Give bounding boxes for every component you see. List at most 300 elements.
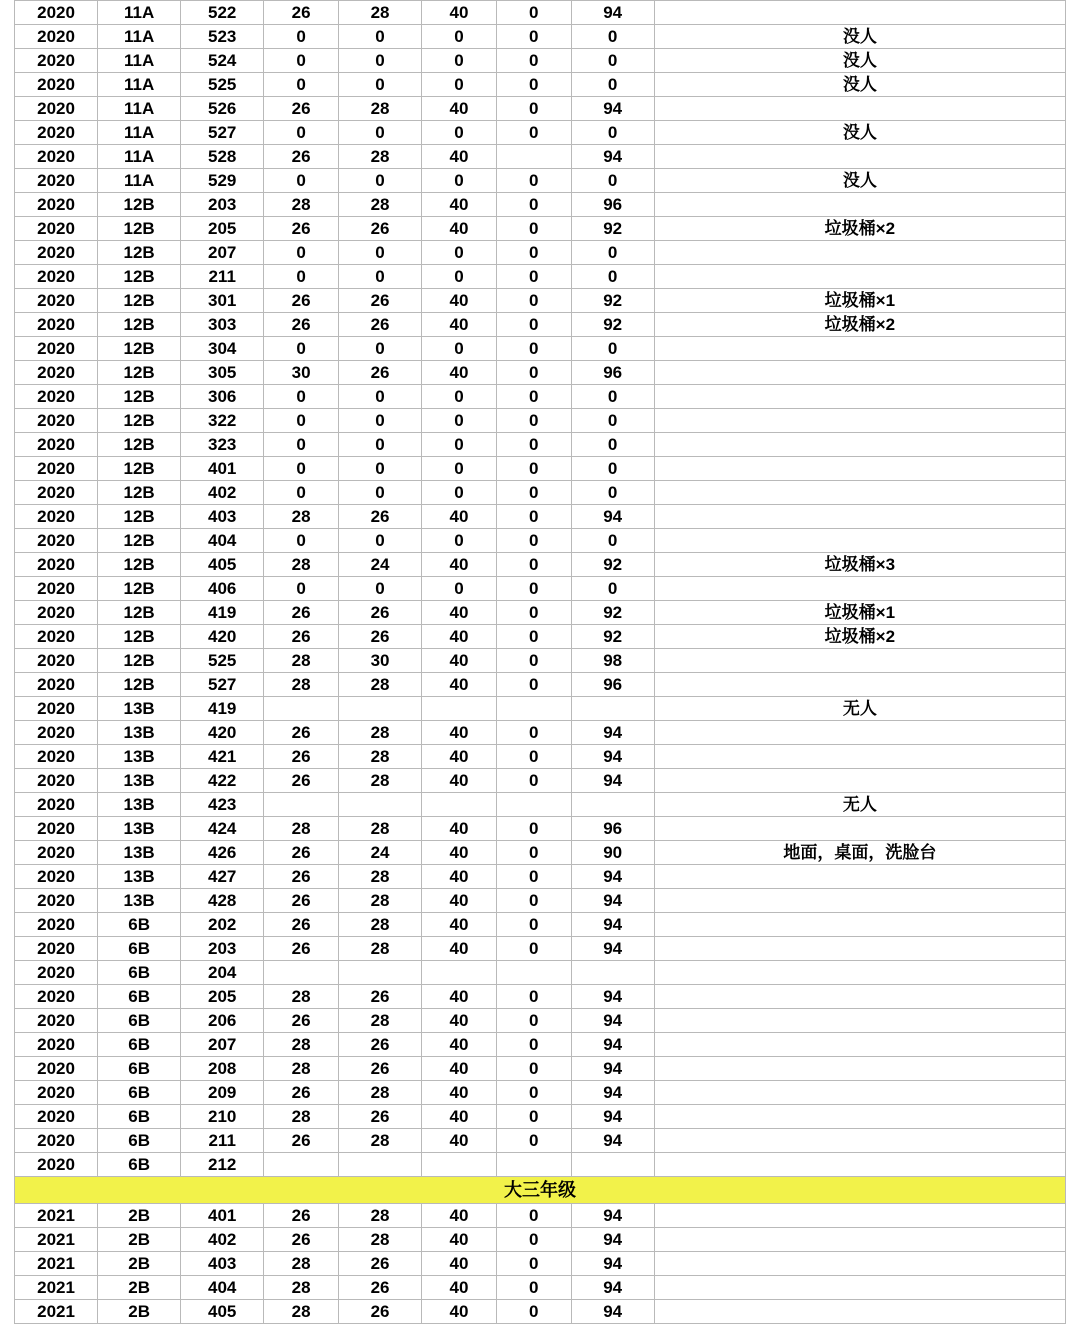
cell-score-4: 0 [496,385,571,409]
cell-building: 6B [98,1129,181,1153]
cell-score-2: 30 [339,649,422,673]
cell-score-1 [264,1153,339,1177]
cell-room: 211 [181,1129,264,1153]
cell-total: 94 [571,145,654,169]
table-row [15,1105,1066,1129]
cell-room: 428 [181,889,264,913]
cell-room: 529 [181,169,264,193]
cell-score-4: 0 [496,433,571,457]
cell-room: 405 [181,1300,264,1324]
cell-building: 12B [98,361,181,385]
cell-note [654,1204,1065,1228]
cell-year: 2020 [15,385,98,409]
cell-score-1: 0 [264,577,339,601]
table-row [15,289,1066,313]
cell-score-2: 28 [339,721,422,745]
table-row [15,697,1066,721]
cell-year: 2020 [15,841,98,865]
cell-note: 垃圾桶×2 [654,217,1065,241]
cell-score-2 [339,697,422,721]
cell-score-4: 0 [496,193,571,217]
cell-note [654,385,1065,409]
table-row [15,1153,1066,1177]
cell-score-3: 40 [422,937,497,961]
cell-building: 12B [98,409,181,433]
cell-score-4 [496,1153,571,1177]
cell-score-4 [496,961,571,985]
cell-score-2 [339,1153,422,1177]
cell-total: 94 [571,1204,654,1228]
cell-total [571,793,654,817]
cell-room: 210 [181,1105,264,1129]
cell-year: 2020 [15,721,98,745]
cell-score-4 [496,697,571,721]
cell-score-4: 0 [496,1228,571,1252]
cell-note [654,913,1065,937]
cell-score-4: 0 [496,889,571,913]
cell-score-2: 26 [339,289,422,313]
cell-score-1: 26 [264,313,339,337]
table-row [15,1228,1066,1252]
cell-score-4: 0 [496,457,571,481]
cell-score-1 [264,961,339,985]
cell-total: 94 [571,1276,654,1300]
cell-score-3: 40 [422,817,497,841]
cell-total: 92 [571,313,654,337]
cell-room: 207 [181,241,264,265]
cell-score-3: 40 [422,1300,497,1324]
cell-building: 11A [98,145,181,169]
cell-year: 2020 [15,409,98,433]
table-row [15,49,1066,73]
cell-score-3: 40 [422,505,497,529]
cell-room: 527 [181,673,264,697]
cell-year: 2020 [15,985,98,1009]
cell-score-3: 40 [422,841,497,865]
cell-building: 12B [98,481,181,505]
cell-score-2: 0 [339,385,422,409]
cell-building: 6B [98,913,181,937]
cell-score-1: 0 [264,25,339,49]
cell-score-3: 0 [422,409,497,433]
cell-total: 92 [571,289,654,313]
cell-total: 92 [571,217,654,241]
cell-total: 94 [571,1129,654,1153]
cell-score-3: 0 [422,169,497,193]
cell-score-2: 0 [339,481,422,505]
cell-building: 13B [98,721,181,745]
cell-room: 205 [181,985,264,1009]
cell-year: 2020 [15,337,98,361]
cell-room: 322 [181,409,264,433]
cell-score-4: 0 [496,721,571,745]
cell-score-4: 0 [496,169,571,193]
cell-note [654,1033,1065,1057]
cell-total: 0 [571,409,654,433]
cell-room: 404 [181,1276,264,1300]
cell-total [571,1153,654,1177]
cell-score-2: 0 [339,433,422,457]
cell-score-3: 40 [422,721,497,745]
cell-room: 209 [181,1081,264,1105]
cell-year: 2020 [15,289,98,313]
cell-score-3: 40 [422,1204,497,1228]
cell-score-1: 28 [264,1105,339,1129]
cell-room: 419 [181,601,264,625]
cell-note [654,457,1065,481]
cell-score-2: 26 [339,1252,422,1276]
cell-building: 6B [98,937,181,961]
cell-year: 2020 [15,1105,98,1129]
cell-score-1: 26 [264,865,339,889]
cell-score-1: 26 [264,217,339,241]
cell-score-2: 24 [339,841,422,865]
cell-total: 0 [571,265,654,289]
cell-score-3 [422,961,497,985]
table-row [15,601,1066,625]
cell-note: 无人 [654,793,1065,817]
cell-score-4: 0 [496,25,571,49]
cell-building: 6B [98,1033,181,1057]
cell-room: 427 [181,865,264,889]
cell-total: 94 [571,1228,654,1252]
table-row [15,313,1066,337]
cell-score-1: 26 [264,145,339,169]
cell-total: 94 [571,505,654,529]
table-row [15,1300,1066,1324]
cell-total: 94 [571,721,654,745]
cell-score-2: 24 [339,553,422,577]
table-row [15,1129,1066,1153]
cell-year: 2020 [15,505,98,529]
cell-score-4: 0 [496,1300,571,1324]
cell-score-2: 28 [339,913,422,937]
cell-building: 12B [98,505,181,529]
dormitory-inspection-table [14,0,1066,1324]
cell-room: 423 [181,793,264,817]
cell-building: 2B [98,1252,181,1276]
cell-room: 420 [181,721,264,745]
cell-score-4: 0 [496,1105,571,1129]
cell-score-1: 28 [264,193,339,217]
table-row [15,361,1066,385]
table-row [15,649,1066,673]
cell-score-1: 0 [264,337,339,361]
cell-room: 422 [181,769,264,793]
cell-room: 203 [181,193,264,217]
cell-score-2: 26 [339,625,422,649]
cell-building: 12B [98,433,181,457]
cell-room: 405 [181,553,264,577]
cell-score-1: 26 [264,1204,339,1228]
cell-score-3: 40 [422,889,497,913]
cell-score-1: 0 [264,73,339,97]
cell-score-4: 0 [496,1252,571,1276]
cell-building: 13B [98,865,181,889]
table-row [15,121,1066,145]
cell-score-4: 0 [496,913,571,937]
cell-score-2: 28 [339,1009,422,1033]
cell-year: 2020 [15,217,98,241]
cell-score-1: 26 [264,289,339,313]
cell-score-3: 0 [422,385,497,409]
cell-score-1: 26 [264,745,339,769]
cell-note: 没人 [654,73,1065,97]
cell-score-4: 0 [496,553,571,577]
cell-total: 0 [571,121,654,145]
cell-score-2: 0 [339,265,422,289]
cell-room: 206 [181,1009,264,1033]
cell-score-2: 26 [339,601,422,625]
cell-year: 2020 [15,1033,98,1057]
cell-note [654,889,1065,913]
cell-score-2: 0 [339,169,422,193]
cell-year: 2020 [15,313,98,337]
cell-building: 6B [98,1105,181,1129]
cell-building: 12B [98,625,181,649]
cell-score-2: 0 [339,121,422,145]
cell-building: 13B [98,889,181,913]
cell-score-2: 28 [339,145,422,169]
cell-year: 2020 [15,793,98,817]
cell-score-1: 0 [264,409,339,433]
cell-note [654,1057,1065,1081]
table-row [15,1081,1066,1105]
cell-score-3: 40 [422,1,497,25]
table-row [15,337,1066,361]
cell-score-3: 40 [422,1033,497,1057]
cell-note [654,721,1065,745]
cell-note [654,361,1065,385]
cell-building: 12B [98,457,181,481]
cell-score-4: 0 [496,337,571,361]
cell-score-1: 30 [264,361,339,385]
cell-score-4: 0 [496,649,571,673]
cell-score-3: 40 [422,913,497,937]
cell-note: 没人 [654,49,1065,73]
cell-score-2: 28 [339,817,422,841]
cell-score-3: 40 [422,649,497,673]
table-row [15,817,1066,841]
cell-note [654,409,1065,433]
cell-building: 11A [98,121,181,145]
cell-room: 524 [181,49,264,73]
cell-building: 11A [98,49,181,73]
cell-total: 0 [571,49,654,73]
table-row [15,433,1066,457]
cell-note [654,769,1065,793]
cell-score-2: 28 [339,1129,422,1153]
cell-total: 98 [571,649,654,673]
cell-score-4: 0 [496,745,571,769]
cell-total: 0 [571,457,654,481]
cell-building: 12B [98,385,181,409]
cell-score-1: 0 [264,49,339,73]
cell-score-1: 26 [264,1,339,25]
cell-year: 2020 [15,49,98,73]
cell-room: 424 [181,817,264,841]
cell-score-4: 0 [496,673,571,697]
cell-building: 2B [98,1276,181,1300]
cell-score-3: 40 [422,1009,497,1033]
table-body [15,1,1066,1324]
cell-score-4: 0 [496,817,571,841]
cell-room: 421 [181,745,264,769]
cell-score-2: 26 [339,217,422,241]
cell-score-4: 0 [496,1057,571,1081]
cell-building: 2B [98,1204,181,1228]
cell-score-3: 40 [422,97,497,121]
cell-total: 96 [571,673,654,697]
cell-score-2: 26 [339,985,422,1009]
cell-room: 403 [181,505,264,529]
cell-score-2: 26 [339,1057,422,1081]
cell-year: 2021 [15,1300,98,1324]
cell-room: 211 [181,265,264,289]
cell-total: 96 [571,193,654,217]
cell-score-1: 28 [264,649,339,673]
cell-score-1: 0 [264,529,339,553]
cell-room: 406 [181,577,264,601]
cell-total: 0 [571,73,654,97]
cell-total: 0 [571,241,654,265]
table-row [15,505,1066,529]
cell-score-2: 0 [339,49,422,73]
cell-room: 523 [181,25,264,49]
cell-room: 304 [181,337,264,361]
cell-building: 6B [98,1057,181,1081]
cell-building: 12B [98,529,181,553]
table-row [15,97,1066,121]
cell-year: 2020 [15,529,98,553]
cell-total: 94 [571,97,654,121]
table-row [15,1204,1066,1228]
cell-building: 6B [98,961,181,985]
cell-score-1: 0 [264,457,339,481]
cell-score-2: 28 [339,937,422,961]
cell-year: 2020 [15,937,98,961]
cell-year: 2020 [15,865,98,889]
cell-score-4: 0 [496,985,571,1009]
cell-score-1: 26 [264,889,339,913]
cell-score-1: 26 [264,1228,339,1252]
table-row [15,769,1066,793]
table-row [15,73,1066,97]
table-row [15,1009,1066,1033]
cell-score-1 [264,697,339,721]
cell-building: 2B [98,1228,181,1252]
cell-total: 0 [571,25,654,49]
cell-score-4: 0 [496,865,571,889]
cell-year: 2020 [15,961,98,985]
cell-note [654,193,1065,217]
cell-room: 403 [181,1252,264,1276]
cell-total: 94 [571,1300,654,1324]
cell-score-2: 28 [339,193,422,217]
cell-building: 13B [98,841,181,865]
cell-score-3: 40 [422,145,497,169]
cell-note [654,1081,1065,1105]
cell-building: 12B [98,337,181,361]
cell-note [654,1228,1065,1252]
cell-room: 323 [181,433,264,457]
cell-score-3: 0 [422,121,497,145]
table-row [15,169,1066,193]
cell-total: 94 [571,1033,654,1057]
cell-room: 528 [181,145,264,169]
cell-score-3: 40 [422,193,497,217]
cell-total: 94 [571,913,654,937]
cell-total: 94 [571,745,654,769]
cell-score-2: 26 [339,313,422,337]
cell-total: 94 [571,889,654,913]
cell-building: 13B [98,769,181,793]
cell-note [654,1009,1065,1033]
cell-room: 202 [181,913,264,937]
table-row [15,457,1066,481]
table-row [15,625,1066,649]
cell-total: 0 [571,169,654,193]
cell-score-3: 40 [422,1105,497,1129]
cell-building: 6B [98,1081,181,1105]
table-row [15,241,1066,265]
cell-note: 垃圾桶×2 [654,625,1065,649]
cell-note [654,985,1065,1009]
table-row [15,721,1066,745]
cell-score-4 [496,793,571,817]
cell-year: 2020 [15,553,98,577]
table-row [15,841,1066,865]
cell-score-3: 40 [422,745,497,769]
cell-score-4: 0 [496,937,571,961]
cell-note: 垃圾桶×1 [654,289,1065,313]
cell-note [654,961,1065,985]
cell-note [654,97,1065,121]
cell-year: 2020 [15,169,98,193]
cell-room: 420 [181,625,264,649]
cell-year: 2020 [15,913,98,937]
cell-score-1: 26 [264,1129,339,1153]
cell-year: 2020 [15,433,98,457]
table-row [15,1252,1066,1276]
cell-year: 2020 [15,1153,98,1177]
cell-score-3 [422,793,497,817]
cell-score-2: 0 [339,73,422,97]
cell-score-2: 28 [339,1,422,25]
cell-year: 2020 [15,817,98,841]
cell-year: 2020 [15,145,98,169]
cell-score-4: 0 [496,1,571,25]
cell-note [654,433,1065,457]
cell-score-4: 0 [496,289,571,313]
cell-score-3: 40 [422,1228,497,1252]
table-row [15,1,1066,25]
cell-score-2 [339,961,422,985]
cell-score-1: 0 [264,169,339,193]
cell-building: 12B [98,241,181,265]
cell-total: 94 [571,1081,654,1105]
cell-score-1: 28 [264,673,339,697]
table-row [15,673,1066,697]
cell-score-1: 28 [264,1300,339,1324]
cell-year: 2020 [15,97,98,121]
table-row [15,481,1066,505]
cell-total: 90 [571,841,654,865]
cell-score-2: 0 [339,409,422,433]
cell-room: 301 [181,289,264,313]
cell-building: 11A [98,97,181,121]
table-row [15,553,1066,577]
